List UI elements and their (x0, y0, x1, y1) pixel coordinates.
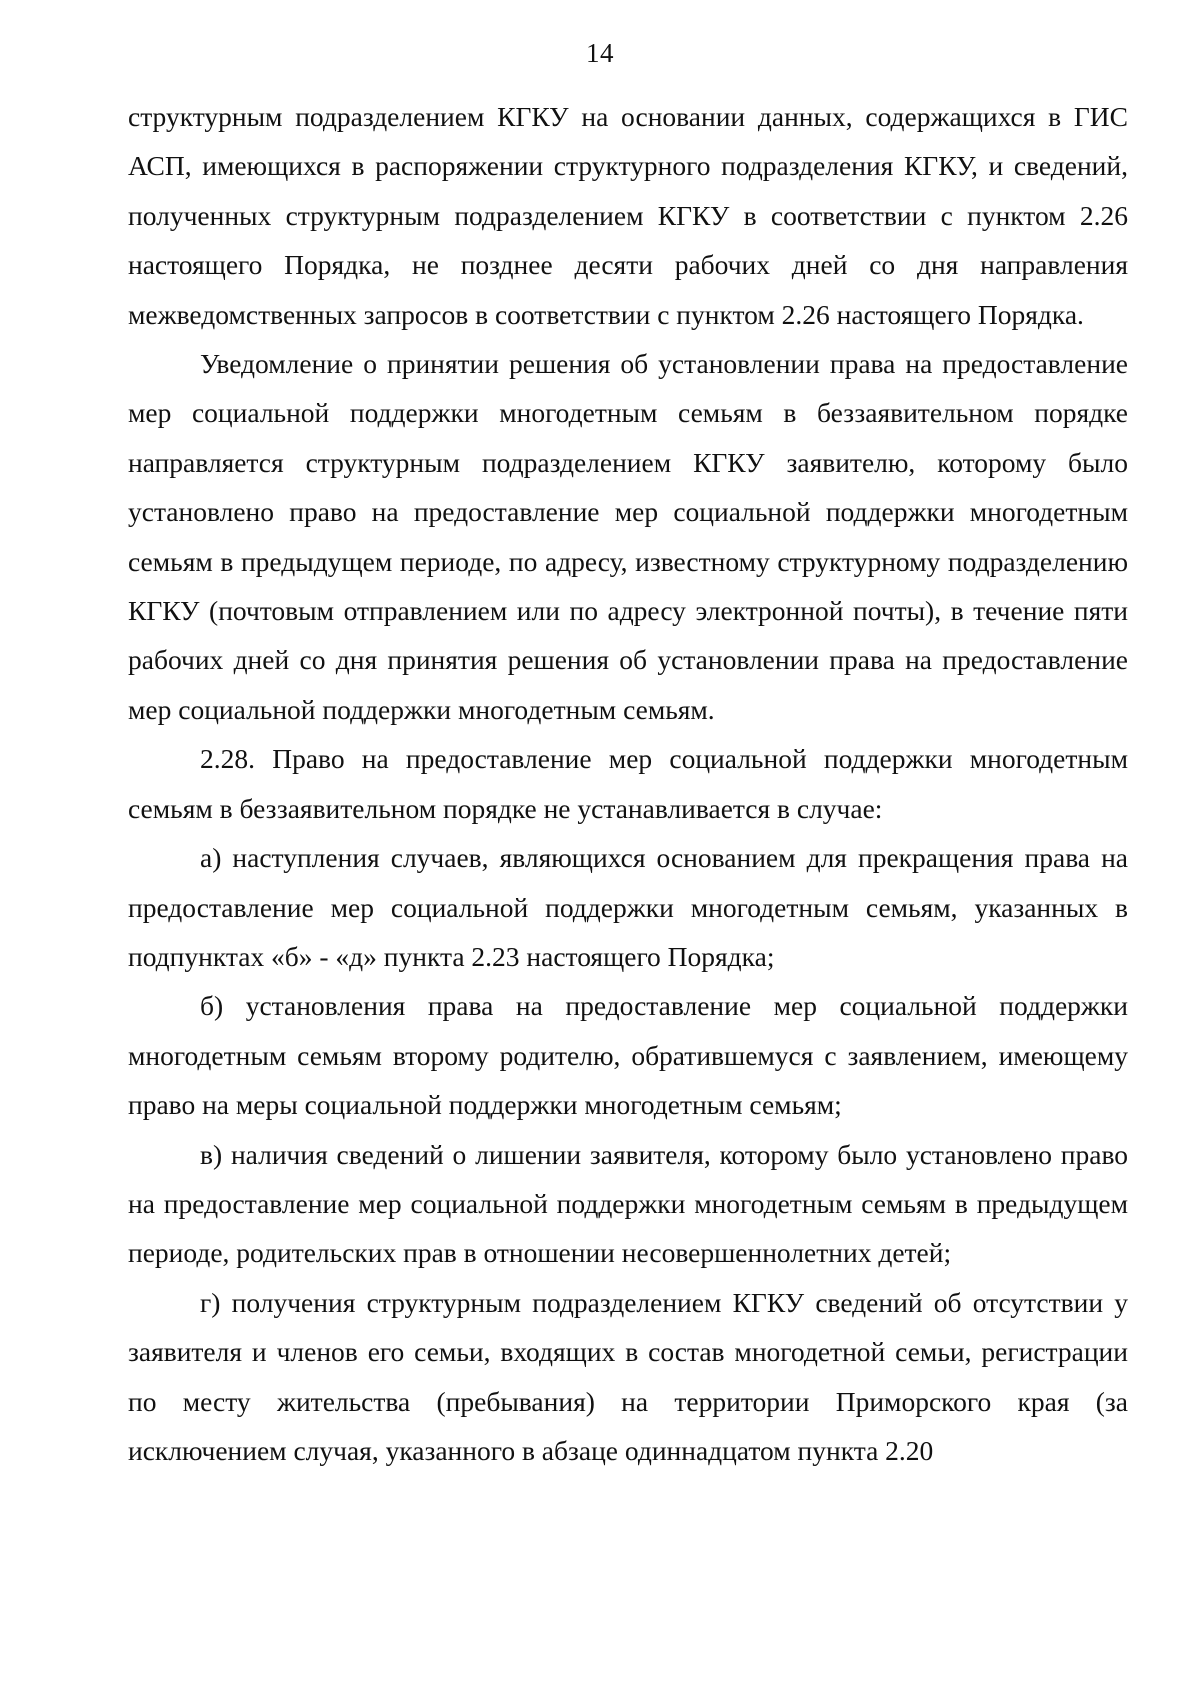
paragraph-subclause-a: а) наступления случаев, являющихся основанием для прекращения права на предоставление мер социальной поддержки многодетным семьям, указанных в подпунктах «б» - «д» пункта 2.23 настоящего Порядка; (128, 842, 1128, 972)
paragraph-continuation: структурным подразделением КГКУ на основании данных, содержащихся в ГИС АСП, имеющихся в распоряжении структурного подразделения КГКУ, и сведений, полученных структурным подразделением КГКУ в соответствии с пунктом 2.26 настоящего Порядка, не позднее десяти рабочих дней со дня направления межведомственных запросов в соответствии с пунктом 2.26 настоящего Порядка. (128, 101, 1128, 330)
page-number: 14 (586, 38, 614, 68)
paragraph-clause-2-28: 2.28. Право на предоставление мер социальной поддержки многодетным семьям в беззаявительном порядке не устанавливается в случае: (128, 743, 1128, 824)
paragraph-subclause-g: г) получения структурным подразделением КГКУ сведений об отсутствии у заявителя и членов его семьи, входящих в состав многодетной семьи, регистрации по месту жительства (пребывания) на территории Приморского края (за исключением случая, указанного в абзаце одиннадцатом пункта 2.20 (128, 1286, 1128, 1466)
paragraph-subclause-v: в) наличия сведений о лишении заявителя, которому было установлено право на предоставление мер социальной поддержки многодетным семьям в предыдущем периоде, родительских прав в отношении несовершеннолетних детей; (128, 1138, 1128, 1269)
paragraph-notification: Уведомление о принятии решения об установлении права на предоставление мер социальной поддержки многодетным семьям в беззаявительном порядке направляется структурным подразделением КГКУ заявителю, которому было установлено право на предоставление мер социальной поддержки многодетным семьям в предыдущем периоде, по адресу, известному структурному подразделению КГКУ (почтовым отправлением или по адресу электронной почты), в течение пяти рабочих дней со дня принятия решения об установлении права на предоставление мер социальной поддержки многодетным семьям. (128, 348, 1128, 725)
paragraph-subclause-b: б) установления права на предоставление мер социальной поддержки многодетным семьям второму родителю, обратившемуся с заявлением, имеющему право на меры социальной поддержки многодетным семьям; (128, 990, 1128, 1121)
document-body (128, 92, 1128, 1475)
